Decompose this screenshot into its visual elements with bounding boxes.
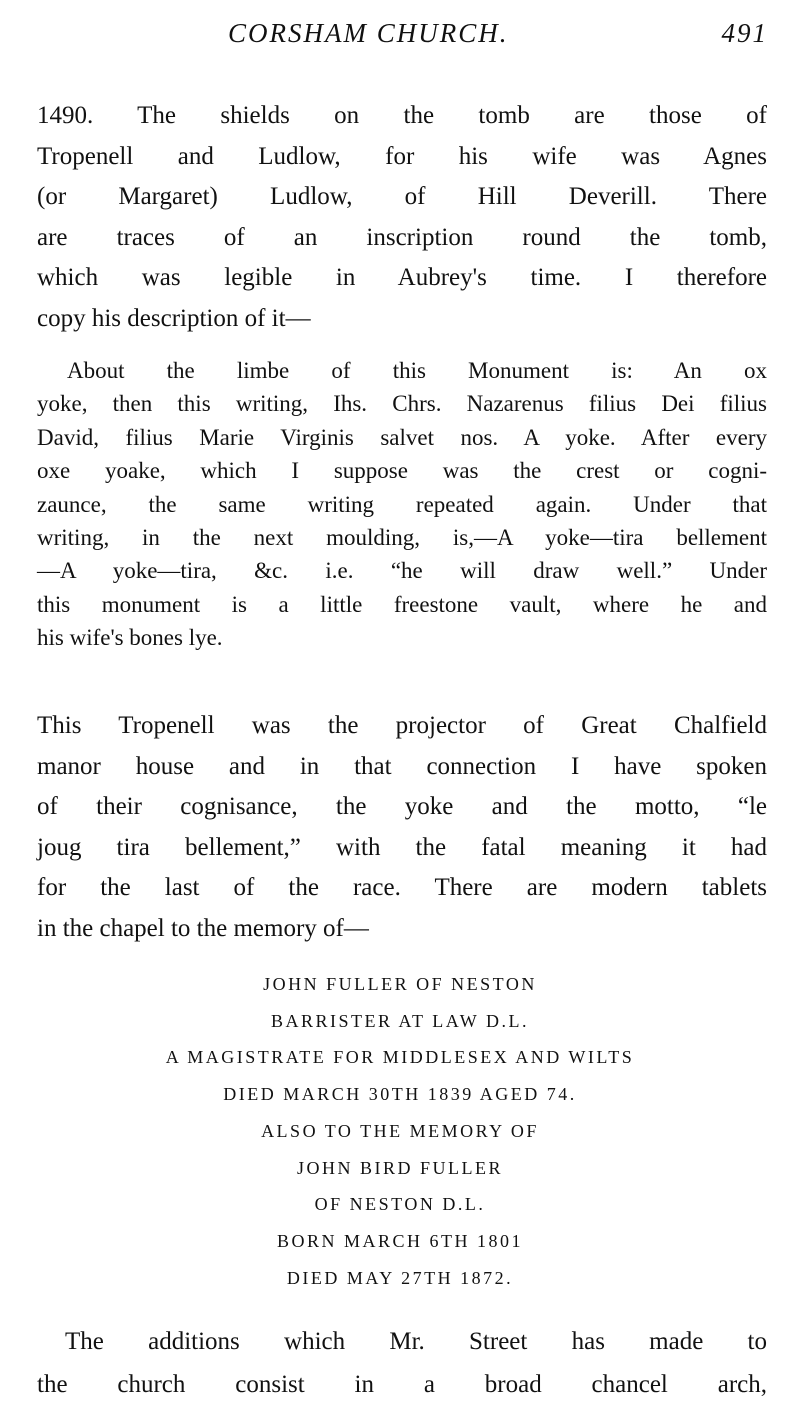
text-line: his wife's bones lye.	[37, 625, 223, 651]
inscription-line: OF NESTON D.L.	[314, 1194, 486, 1215]
paragraph-tropenell-chalfield	[37, 706, 767, 949]
text-line: yoke, then this writing, Ihs. Chrs. Nazarenus filius Dei filius	[37, 391, 767, 417]
text-line: this monument is a little freestone vault, where he and	[37, 591, 767, 617]
text-line: oxe yoake, which I suppose was the crest or cogni-	[37, 458, 767, 484]
text-line: The additions which Mr. Street has made to	[65, 1328, 767, 1355]
text-line: copy his description of it—	[37, 304, 311, 332]
text-line: which was legible in Aubrey's time. I therefore	[37, 264, 767, 291]
inscription-line: BARRISTER AT LAW D.L.	[271, 1010, 529, 1031]
inscription-line: JOHN FULLER OF NESTON	[263, 974, 537, 994]
text-line: writing, in the next moulding, is,—A yoke—tira bellement	[37, 525, 767, 551]
text-line: Tropenell and Ludlow, for his wife was Agnes	[37, 142, 767, 170]
inscription-line: DIED MAY 27TH 1872.	[286, 1267, 514, 1288]
inscription-line: ALSO TO THE MEMORY OF	[261, 1120, 539, 1141]
page-number: 491	[721, 18, 768, 48]
text-line: (or Margaret) Ludlow, of Hill Deverill. There	[37, 183, 767, 210]
inscription-line: DIED MARCH 30TH 1839 AGED 74.	[223, 1084, 577, 1105]
memorial-inscription	[0, 966, 800, 1296]
text-line: —A yoke—tira, &c. i.e. “he will draw well.” Under	[37, 558, 767, 584]
running-header	[0, 18, 800, 58]
inscription-line: A MAGISTRATE FOR MIDDLESEX AND WILTS	[165, 1047, 635, 1068]
text-line: David, filius Marie Virginis salvet nos. A yoke. After every	[37, 424, 767, 450]
text-line: of their cognisance, the yoke and the motto, “le	[37, 793, 767, 820]
running-title: CORSHAM CHURCH.	[228, 18, 509, 48]
inscription-line: BORN MARCH 6TH 1801	[276, 1230, 524, 1251]
text-line: the church consist in a broad chancel arch,	[37, 1371, 767, 1398]
paragraph-street-additions	[37, 1320, 767, 1406]
text-line: are traces of an inscription round the tomb,	[37, 223, 767, 251]
text-line: manor house and in that connection I have spoken	[37, 752, 767, 780]
text-line: 1490. The shields on the tomb are those of	[37, 102, 767, 129]
text-line: This Tropenell was the projector of Great Chalfield	[37, 712, 767, 739]
text-line: joug tira bellement,” with the fatal meaning it had	[37, 833, 767, 861]
paragraph-tropenell-tomb	[37, 96, 767, 339]
text-line: About the limbe of this Monument is: An ox	[67, 358, 767, 383]
text-line: for the last of the race. There are modern tablets	[37, 874, 767, 901]
aubrey-quotation	[37, 354, 767, 655]
text-line: zaunce, the same writing repeated again. Under that	[37, 491, 767, 517]
text-line: in the chapel to the memory of—	[37, 914, 369, 942]
inscription-line: JOHN BIRD FULLER	[296, 1157, 503, 1178]
